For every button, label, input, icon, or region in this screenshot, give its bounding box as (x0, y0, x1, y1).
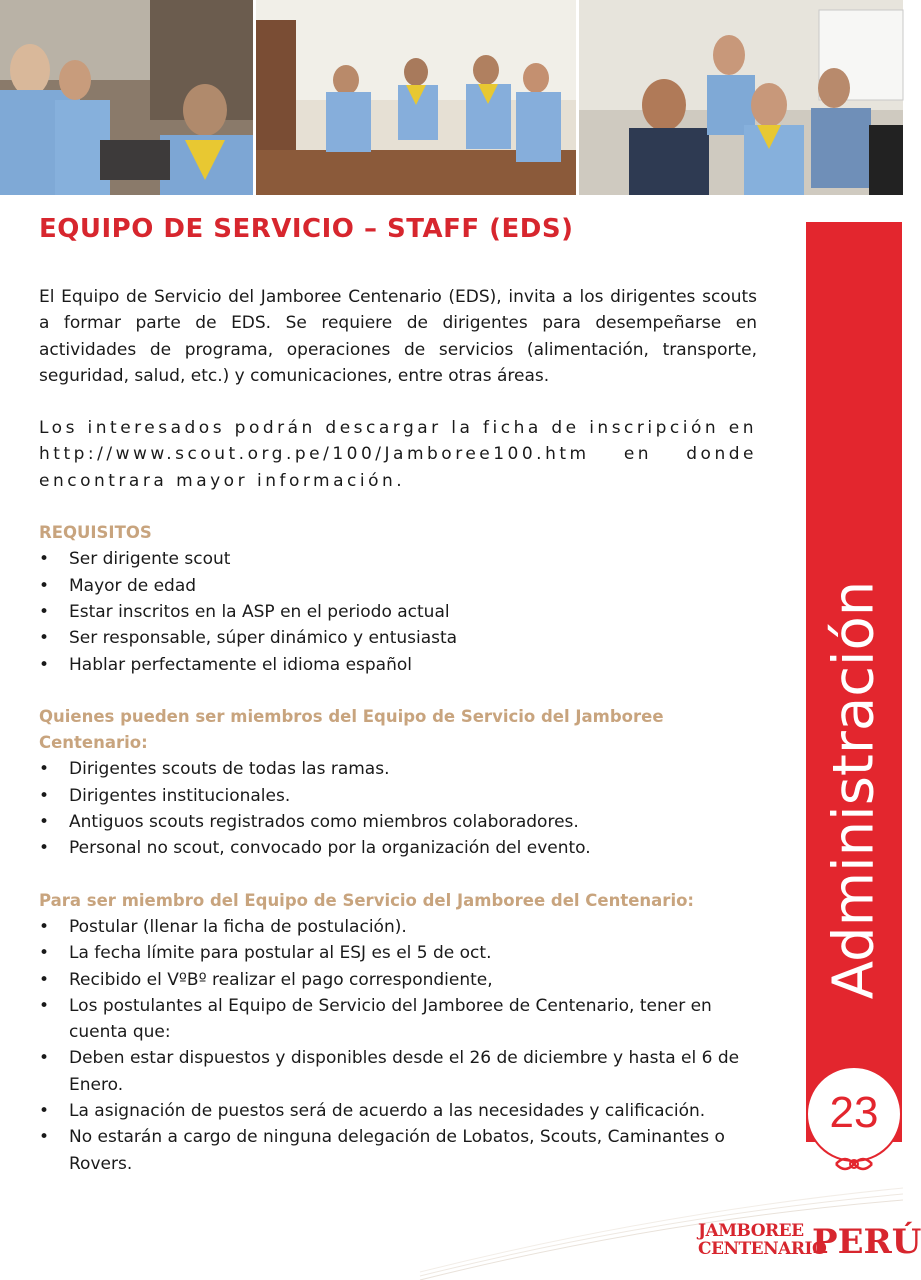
list-item: • Deben estar dispuestos y disponibles desde el 26 de diciembre y hasta el 6 de Enero. (39, 1045, 757, 1098)
knot-icon (834, 1152, 874, 1176)
requisitos-heading: REQUISITOS (39, 523, 152, 543)
section-label: Administración (821, 580, 887, 1000)
logo-line1: JAMBOREE (698, 1221, 804, 1241)
quienes-heading: Quienes pueden ser miembros del Equipo de Servicio del Jamboree Centenario: (39, 706, 664, 753)
scout-computer-photo (579, 0, 903, 195)
jamboree-logo (698, 1222, 826, 1258)
main-content (39, 284, 757, 1177)
intro-paragraph: El Equipo de Servicio del Jamboree Centenario (EDS), invita a los dirigentes scouts a formar parte de EDS. Se requiere de dirigentes para desempeñarse en actividades de programa, operaciones de servicios (alimentación, transporte, seguridad, salud, etc.) y comunicaciones, entre otras áreas. (39, 287, 757, 386)
quienes-list (39, 756, 757, 861)
peru-logo: PERÚ (812, 1222, 921, 1262)
page-title: EQUIPO DE SERVICIO – STAFF (EDS) (39, 214, 574, 244)
list-item: • No estarán a cargo de ninguna delegación de Lobatos, Scouts, Caminantes o Rovers. (39, 1124, 757, 1177)
list-item: • Personal no scout, convocado por la organización del evento. (39, 835, 757, 861)
photo-strip (0, 0, 903, 195)
list-item: • La asignación de puestos será de acuerdo a las necesidades y calificación. (39, 1098, 757, 1124)
page-number: 23 (829, 1088, 879, 1137)
para-ser-list (39, 914, 757, 1177)
list-item: • Estar inscritos en la ASP en el periodo actual (39, 599, 757, 625)
list-item: • Mayor de edad (39, 573, 757, 599)
list-item: • Dirigentes institucionales. (39, 783, 757, 809)
list-item: • Recibido el VºBº realizar el pago correspondiente, (39, 967, 757, 993)
scout-meeting-photo (0, 0, 253, 195)
list-item: • Los postulantes al Equipo de Servicio del Jamboree de Centenario, tener en cuenta que: (39, 993, 757, 1046)
list-item: • Ser responsable, súper dinámico y entusiasta (39, 625, 757, 651)
download-paragraph: Los interesados podrán descargar la ficha de inscripción en http://www.scout.org.pe/100/Jamboree100.htm en donde encontrara mayor información. (39, 418, 757, 491)
scout-group-photo (256, 0, 576, 195)
list-item: • Hablar perfectamente el idioma español (39, 652, 757, 678)
list-item: • Ser dirigente scout (39, 546, 757, 572)
list-item: • Antiguos scouts registrados como miembros colaboradores. (39, 809, 757, 835)
list-item: • Postular (llenar la ficha de postulación). (39, 914, 757, 940)
para-ser-heading: Para ser miembro del Equipo de Servicio del Jamboree del Centenario: (39, 890, 695, 910)
list-item: • La fecha límite para postular al ESJ es el 5 de oct. (39, 940, 757, 966)
requisitos-list (39, 546, 757, 677)
logo-line2: CENTENARIO (698, 1239, 827, 1259)
list-item: • Dirigentes scouts de todas las ramas. (39, 756, 757, 782)
